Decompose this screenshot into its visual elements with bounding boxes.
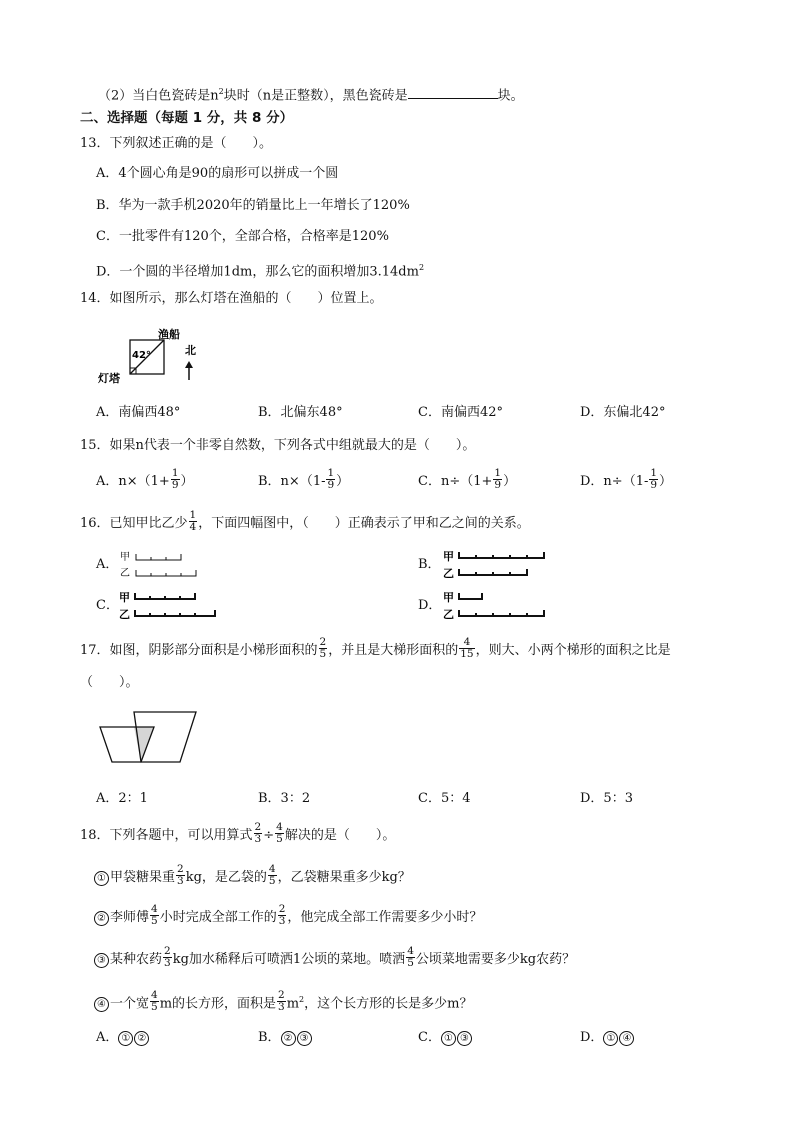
q18-item-4: ④ 一个宽 $\frac{4}{5}$ m的长方形，面积是 $\frac{2}{3}$ $m^2$，这个长方形的长是多少m？ [94, 990, 472, 1015]
q18-stem: 18．下列各题中，可以用算式 $\frac{2}{3}$ ÷ $\frac{4}{5}$ 解决的是（ ）。 [80, 821, 396, 845]
q18-option-c[interactable]: C． ① ③ [418, 1028, 473, 1048]
jia-bar [136, 554, 181, 560]
q16-diagram-d [442, 588, 552, 622]
q17-stem-line2: （ ）。 [80, 675, 139, 690]
q17-option-d[interactable]: D．5：3 [580, 791, 633, 806]
q16-stem: 16．已知甲比乙少 $\frac{1}{4}$ ，下面四幅图中，（ ）正确表示了甲和乙之间的关系。 [80, 509, 530, 533]
fraction: $\frac{4}{5}$ [268, 863, 276, 887]
fraction: $\frac{1}{9}$ [650, 467, 658, 491]
section-title: 二、选择题（每题 1 分，共 8 分） [80, 110, 294, 126]
q13-option-d[interactable]: D．一个圆的半径增加1dm，那么它的面积增加$3.14dm^2$ [96, 263, 425, 280]
fraction: $\frac{2}{5}$ [319, 636, 327, 660]
yi-bar [459, 610, 544, 616]
q14-option-c[interactable]: C．南偏西42° [418, 405, 503, 420]
q16-diagram-a [118, 549, 218, 581]
yi-label: 乙 [443, 567, 454, 580]
fraction: $\frac{2}{3}$ [278, 989, 285, 1014]
yi-label: 乙 [119, 608, 130, 621]
q12-part2: （2）当白色瓷砖是$n^2$块时（n是正整数），黑色瓷砖是 块。 [98, 82, 524, 106]
fraction: $\frac{4}{5}$ [407, 945, 414, 969]
jia-label: 甲 [120, 552, 130, 563]
q16-diagram-c [118, 588, 228, 622]
q18-item-3: ③ 某种农药 $\frac{2}{3}$ kg加水稀释后可喷洒1公顷的菜地。喷洒 $\frac{4}{5}$ 公顷菜地需要多少kg农药？ [94, 948, 575, 971]
fraction: $\frac{2}{3}$ [278, 903, 286, 927]
q15-option-d[interactable]: D．n÷（1- $\frac{1}{9}$ ） [580, 467, 673, 491]
yi-bar [135, 610, 215, 616]
fraction: $\frac{4}{5}$ [151, 903, 158, 927]
q18-option-a[interactable]: A． ① ② [96, 1028, 150, 1048]
q14-north-label: 北 [185, 344, 196, 357]
q16-option-d[interactable]: D． [418, 598, 442, 613]
yi-label: 乙 [120, 568, 130, 579]
q16-option-a[interactable]: A． [96, 557, 119, 572]
fraction: $\frac{2}{3}$ [164, 945, 171, 969]
fraction: $\frac{4}{5}$ [276, 821, 283, 845]
q17-stem-line1: 17．如图，阴影部分面积是小梯形面积的 $\frac{2}{5}$ ，并且是大梯形面积的 $\frac{4}{15}$ ，则大、小两个梯形的面积之比是 [80, 636, 671, 660]
q17-option-b[interactable]: B．3：2 [258, 791, 311, 806]
q15-stem: 15．如果n代表一个非零自然数，下列各式中组就最大的是（ ）。 [80, 438, 476, 453]
arrow-up-icon [185, 361, 193, 368]
q15-option-b[interactable]: B．n×（1- $\frac{1}{9}$ ） [258, 467, 350, 491]
q18-option-b[interactable]: B． ② ③ [258, 1028, 313, 1048]
q15-option-a[interactable]: A．n×（1+ $\frac{1}{9}$ ） [96, 467, 194, 491]
fraction: $\frac{1}{9}$ [494, 467, 502, 491]
q14-angle-label: 42° [132, 350, 151, 361]
q13-option-b[interactable]: B．华为一款手机2020年的销量比上一年增长了120% [96, 198, 410, 213]
q14-option-a[interactable]: A．南偏西48° [96, 405, 181, 420]
yi-bar [459, 569, 527, 575]
fraction: $\frac{1}{9}$ [171, 467, 179, 491]
q14-option-b[interactable]: B．北偏东48° [258, 405, 343, 420]
q14-lighthouse-label: 灯塔 [98, 372, 120, 385]
q14-option-d[interactable]: D．东偏北42° [580, 405, 666, 420]
q13-option-a[interactable]: A．4个圆心角是90的扇形可以拼成一个圆 [96, 166, 339, 181]
jia-label: 甲 [119, 591, 130, 604]
q17-option-a[interactable]: A．2：1 [96, 791, 148, 806]
q17-option-c[interactable]: C．5：4 [418, 791, 471, 806]
q18-item-2: ② 李师傅 $\frac{4}{5}$ 小时完成全部工作的 $\frac{2}{3}$ ，他完成全部工作需要多少小时？ [94, 906, 482, 929]
q16-option-b[interactable]: B． [418, 557, 441, 572]
q14-boat-label: 渔船 [158, 328, 180, 341]
q13-stem: 13．下列叙述正确的是（ ）。 [80, 136, 273, 151]
jia-bar [459, 593, 482, 599]
answer-blank[interactable] [408, 84, 498, 99]
yi-label: 乙 [443, 608, 454, 621]
jia-label: 甲 [443, 591, 454, 604]
q17-figure [96, 710, 202, 768]
q18-option-d[interactable]: D． ① ④ [580, 1028, 635, 1048]
fraction: $\frac{2}{3}$ [177, 863, 184, 887]
fraction: $\frac{4}{5}$ [151, 989, 158, 1014]
jia-label: 甲 [443, 550, 454, 563]
q14-stem: 14．如图所示，那么灯塔在渔船的（ ）位置上。 [80, 291, 383, 306]
q16-diagram-b [442, 547, 552, 581]
fraction: $\frac{1}{9}$ [327, 467, 335, 491]
fraction: $\frac{2}{3}$ [254, 821, 262, 845]
q15-option-c[interactable]: C．n÷（1+ $\frac{1}{9}$ ） [418, 467, 517, 491]
jia-bar [135, 593, 195, 599]
q14-figure [96, 326, 206, 386]
jia-bar [459, 552, 544, 558]
q18-item-1: ① 甲袋糖果重 $\frac{2}{3}$ kg，是乙袋的 $\frac{4}{5}$ ，乙袋糖果重多少kg？ [94, 866, 411, 889]
q13-option-c[interactable]: C．一批零件有120个，全部合格，合格率是120% [96, 229, 389, 244]
q16-option-c[interactable]: C． [96, 598, 119, 613]
fraction: $\frac{4}{15}$ [460, 636, 474, 660]
fraction: $\frac{1}{4}$ [189, 509, 197, 533]
yi-bar [136, 570, 196, 576]
